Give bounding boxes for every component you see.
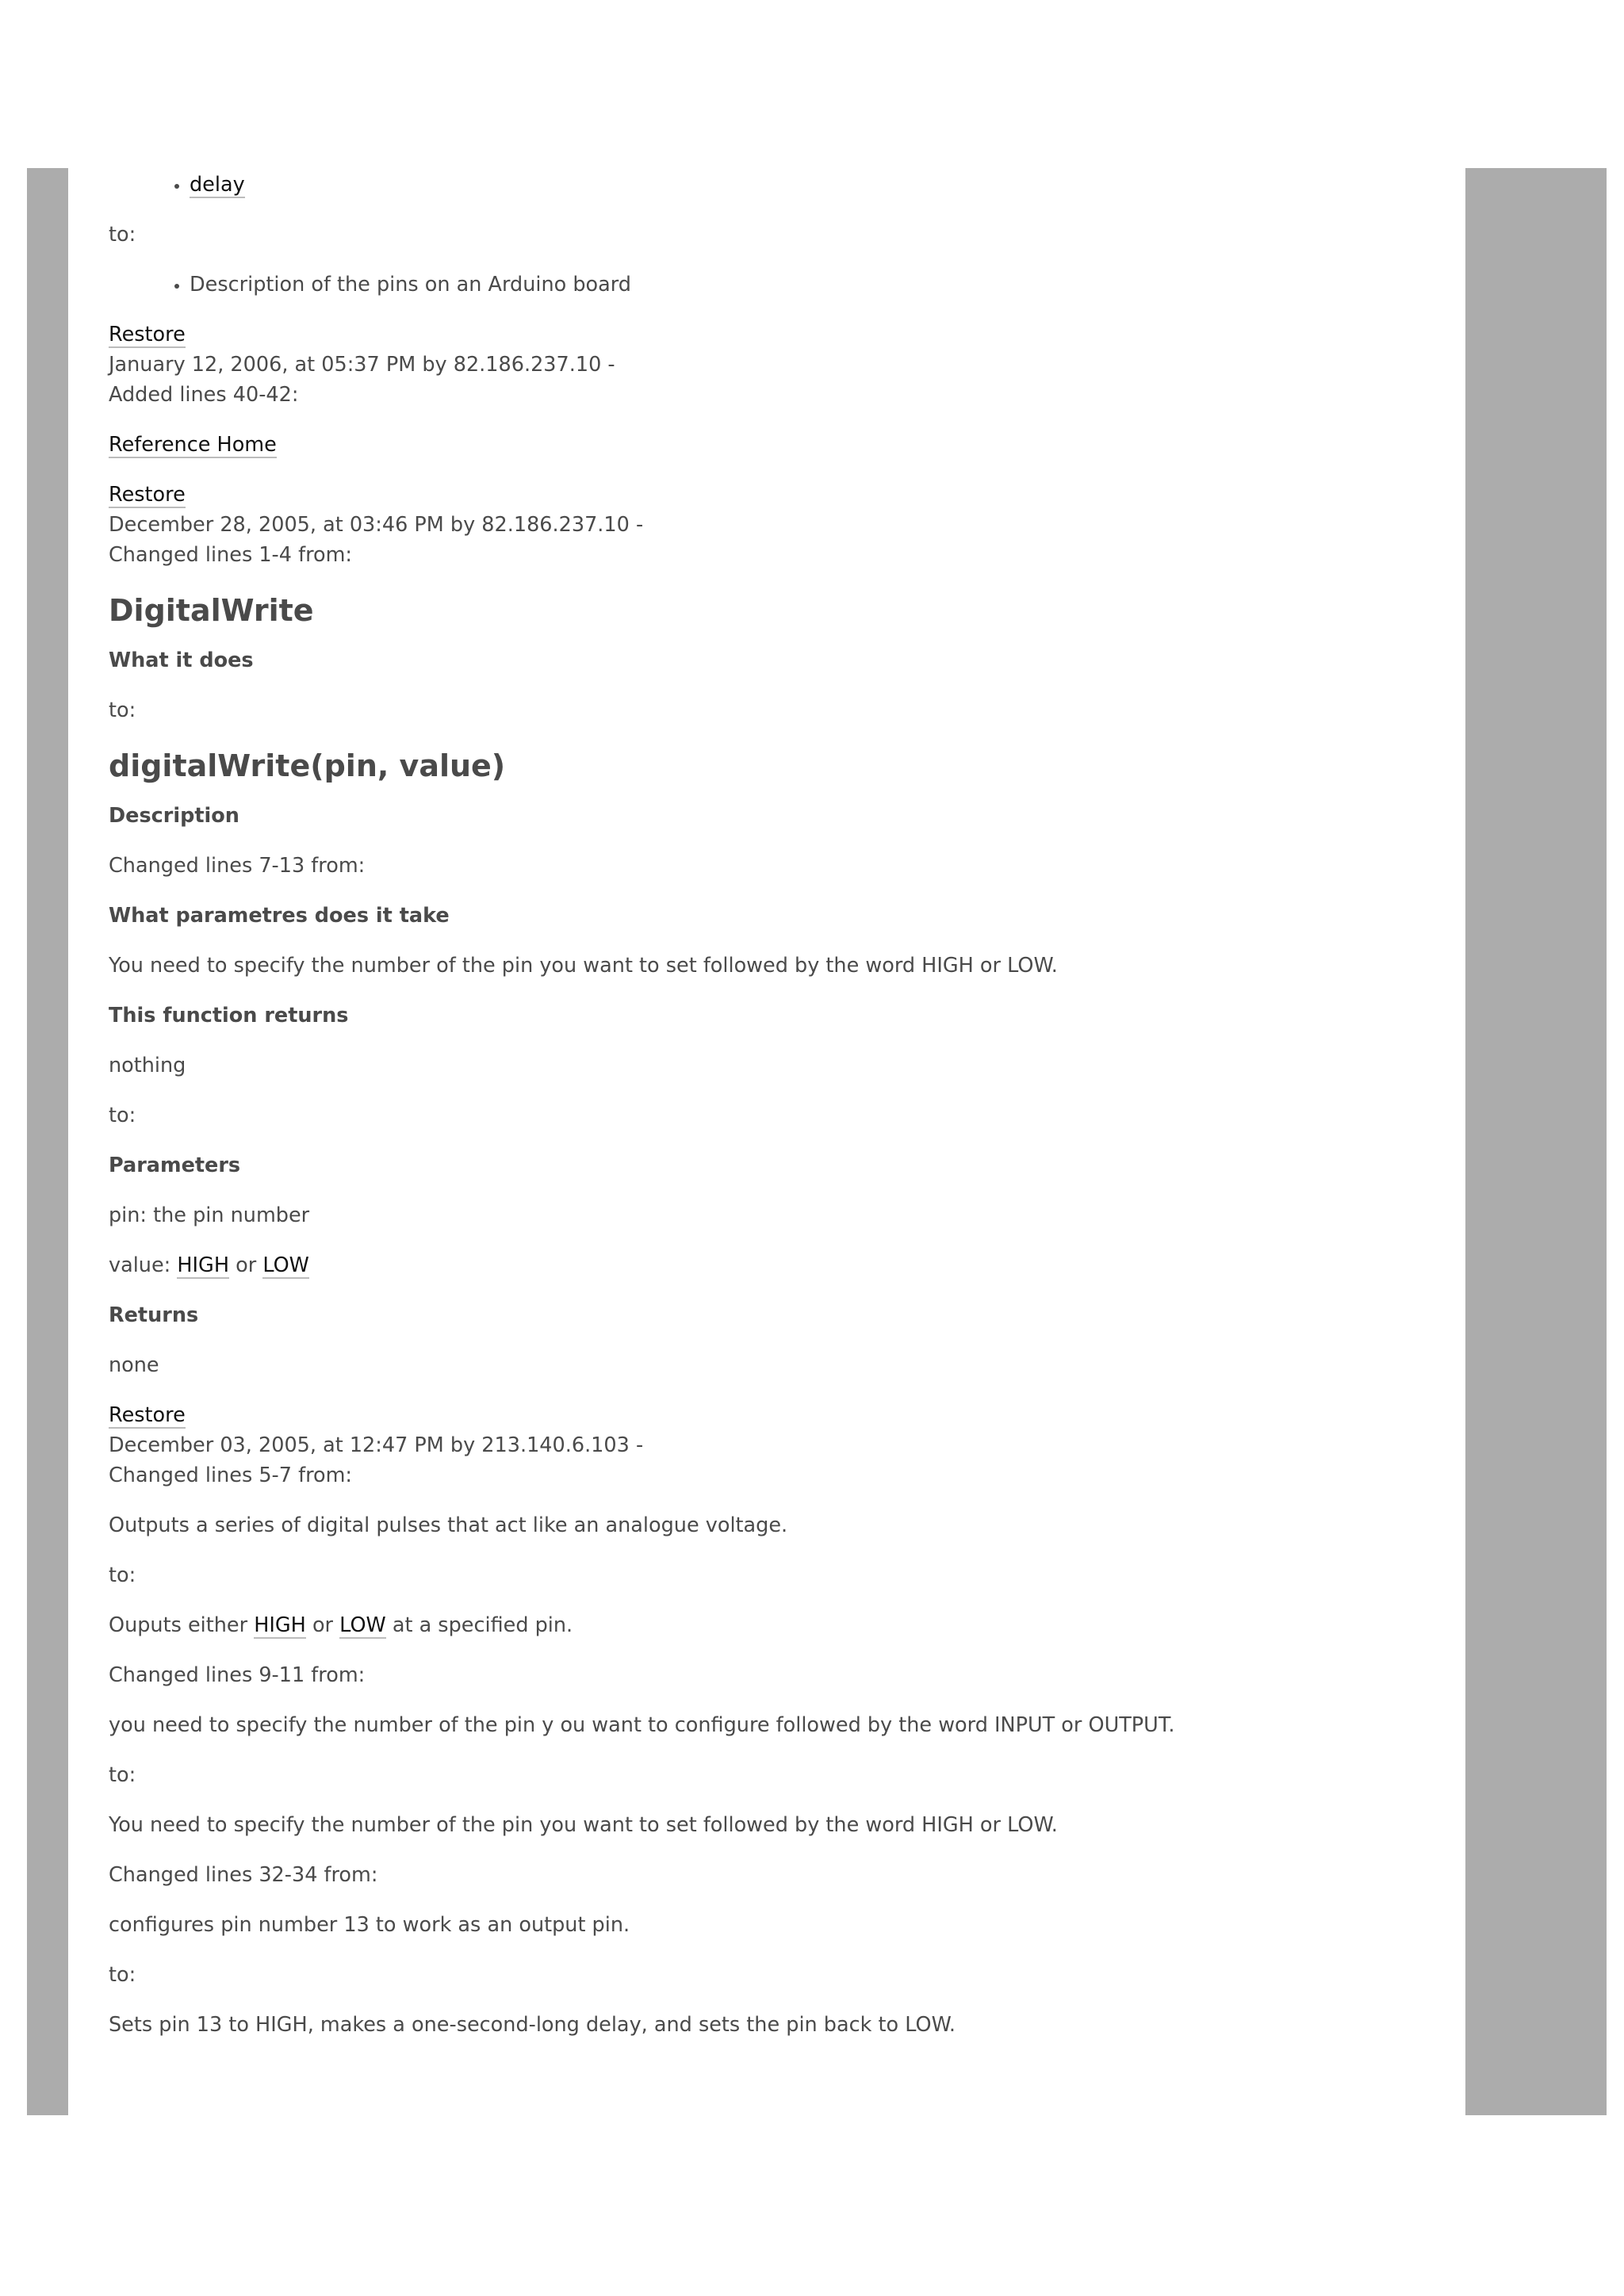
to-label: to: [109,698,136,722]
new-list [109,270,1441,300]
new-subheading: Description [109,804,239,828]
old-params-text: You need to specify the number of the pin you want to set followed by the word HIGH or LOW. [109,954,1058,978]
change-label: Changed lines 9-11 from: [109,1663,366,1687]
added-link-row [109,430,1441,460]
revision-meta: December 03, 2005, at 12:47 PM by 213.140.6.103 - [109,1433,644,1457]
page-history-content [109,170,1441,2060]
old-text: you need to specify the number of the pin y ou want to configure followed by the word INPUT or OUTPUT. [109,1713,1175,1737]
delay-link[interactable]: delay [190,173,245,197]
params-heading: Parameters [109,1154,241,1177]
old-list [109,170,1441,200]
or-text: or [236,1253,257,1277]
old-returns-text: nothing [109,1054,186,1077]
old-params-heading: What parametres does it take [109,904,450,928]
restore-row [109,480,1441,510]
param-value-prefix: value: [109,1253,171,1277]
or-text: or [312,1613,334,1637]
param-value [109,1250,1441,1280]
old-text: configures pin number 13 to work as an output pin. [109,1913,630,1937]
to-label: to: [109,1563,136,1587]
right-sidebar-bar [1465,168,1607,2115]
to-label: to: [109,1763,136,1787]
change-label: Changed lines 5-7 from: [109,1464,353,1487]
new-title: digitalWrite(pin, value) [109,748,506,783]
revision-meta: December 28, 2005, at 03:46 PM by 82.186.237.10 - [109,513,644,537]
restore-link[interactable]: Restore [109,323,186,346]
low-link[interactable]: LOW [339,1613,386,1637]
high-link[interactable]: HIGH [177,1253,229,1277]
old-title: DigitalWrite [109,593,314,628]
change-label: Changed lines 32-34 from: [109,1863,378,1887]
new-text-suffix: at a specified pin. [392,1613,573,1637]
to-label: to: [109,1104,136,1127]
new-text [109,1610,1441,1640]
reference-home-link[interactable]: Reference Home [109,433,277,457]
left-sidebar-bar [27,168,68,2115]
low-link[interactable]: LOW [262,1253,309,1277]
restore-row [109,1400,1441,1430]
returns-text: none [109,1353,159,1377]
new-text-prefix: Ouputs either [109,1613,248,1637]
restore-link[interactable]: Restore [109,483,186,507]
old-subheading: What it does [109,649,254,672]
old-text: Outputs a series of digital pulses that act like an analogue voltage. [109,1513,788,1537]
revision-meta: January 12, 2006, at 05:37 PM by 82.186.237.10 - [109,353,615,377]
new-text: You need to specify the number of the pin you want to set followed by the word HIGH or LOW. [109,1813,1058,1837]
to-label: to: [109,223,136,247]
change-label: Changed lines 7-13 from: [109,854,366,878]
change-label: Changed lines 1-4 from: [109,543,353,567]
list-item: • Description of the pins on an Arduino board [190,270,1441,300]
param-pin: pin: the pin number [109,1203,310,1227]
returns-heading: Returns [109,1303,199,1327]
list-item [190,170,1441,200]
new-text: Sets pin 13 to HIGH, makes a one-second-long delay, and sets the pin back to LOW. [109,2013,956,2037]
restore-row [109,320,1441,350]
restore-link[interactable]: Restore [109,1403,186,1427]
change-label: Added lines 40-42: [109,383,299,407]
high-link[interactable]: HIGH [254,1613,306,1637]
old-returns-heading: This function returns [109,1004,349,1027]
to-label: to: [109,1963,136,1987]
